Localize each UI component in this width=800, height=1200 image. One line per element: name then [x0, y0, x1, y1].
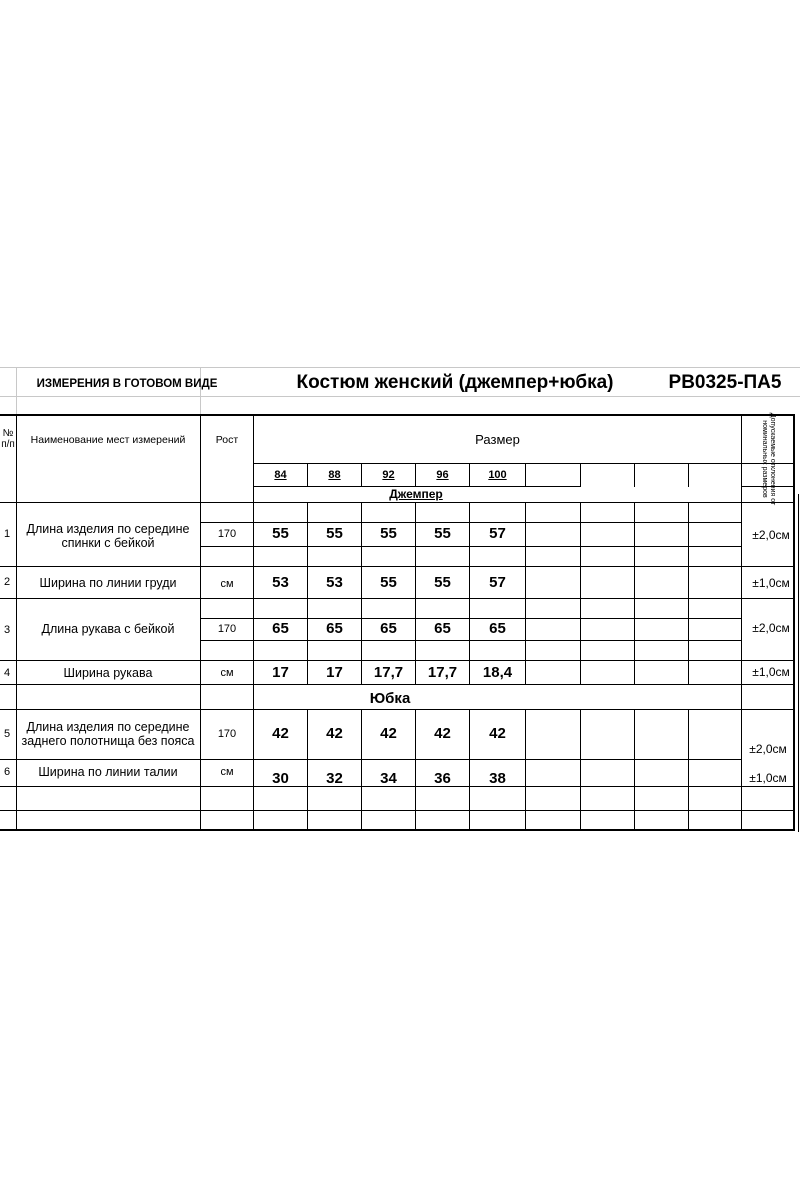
tolerance-value: ±2,0см — [749, 742, 787, 757]
measurements-heading: ИЗМЕРЕНИЯ В ГОТОВОМ ВИДЕ — [36, 378, 218, 391]
size-value: 65 — [272, 620, 289, 638]
size-value: 42 — [489, 725, 506, 743]
column-height-header: Рост — [215, 433, 239, 446]
size-value: 55 — [434, 525, 451, 543]
size-value: 55 — [272, 525, 289, 543]
size-value: 36 — [434, 770, 451, 788]
tolerance-value: ±1,0см — [749, 771, 787, 786]
size-value: 42 — [434, 725, 451, 743]
size-label: 84 — [274, 468, 287, 481]
measurement-name: Длина рукава с бейкой — [41, 621, 175, 636]
size-value: 65 — [434, 620, 451, 638]
measurement-name: Длина изделия по середине заднего полотнища без пояса — [21, 719, 195, 748]
size-value: 38 — [489, 770, 506, 788]
size-value: 57 — [489, 574, 506, 592]
height-value: см — [220, 666, 234, 679]
size-value: 42 — [272, 725, 289, 743]
column-tolerance-header: Допускаемые отклонения от номинальных размеров — [761, 412, 777, 506]
size-value: 57 — [489, 525, 506, 543]
tolerance-value: ±2,0см — [752, 528, 790, 543]
size-value: 53 — [326, 574, 343, 592]
height-value: см — [220, 577, 234, 590]
measurement-name: Ширина рукава — [63, 665, 153, 680]
size-value: 34 — [380, 770, 397, 788]
column-name-header: Наименование мест измерений — [30, 433, 186, 446]
size-value: 30 — [272, 770, 289, 788]
size-value: 55 — [326, 525, 343, 543]
size-value: 17 — [272, 664, 289, 682]
row-number: 1 — [3, 527, 11, 540]
size-value: 53 — [272, 574, 289, 592]
size-value: 65 — [380, 620, 397, 638]
size-value: 42 — [326, 725, 343, 743]
row-number: 2 — [3, 575, 11, 588]
tolerance-value: ±1,0см — [752, 665, 790, 680]
size-value: 32 — [326, 770, 343, 788]
size-value: 55 — [434, 574, 451, 592]
column-size-header: Размер — [475, 431, 520, 447]
size-label: 100 — [488, 468, 507, 481]
row-number: 3 — [3, 623, 11, 636]
section-jumper-title: Джемпер — [389, 486, 443, 501]
height-value: 170 — [217, 727, 237, 740]
size-value: 17 — [326, 664, 343, 682]
measurement-name: Длина изделия по середине спинки с бейкой — [26, 521, 190, 550]
product-title: Костюм женский (джемпер+юбка) — [296, 372, 614, 394]
article-number: PB0325-ПА5 — [668, 372, 782, 394]
row-number: 6 — [3, 765, 11, 778]
size-value: 55 — [380, 574, 397, 592]
row-number: 4 — [3, 666, 11, 679]
height-value: см — [220, 765, 234, 778]
size-value: 18,4 — [482, 664, 513, 682]
size-value: 17,7 — [427, 664, 458, 682]
height-value: 170 — [217, 622, 237, 635]
row-number: 5 — [3, 727, 11, 740]
size-value: 65 — [489, 620, 506, 638]
size-label: 96 — [436, 468, 449, 481]
column-number-header: № п/п — [1, 427, 15, 450]
tolerance-value: ±1,0см — [752, 576, 790, 591]
height-value: 170 — [217, 527, 237, 540]
measurement-name: Ширина по линии талии — [38, 764, 178, 779]
size-label: 92 — [382, 468, 395, 481]
section-skirt-title: Юбка — [369, 690, 411, 708]
size-value: 42 — [380, 725, 397, 743]
tolerance-value: ±2,0см — [752, 621, 790, 636]
size-label: 88 — [328, 468, 341, 481]
size-value: 55 — [380, 525, 397, 543]
size-value: 65 — [326, 620, 343, 638]
measurement-name: Ширина по линии груди — [39, 575, 177, 590]
size-value: 17,7 — [373, 664, 404, 682]
